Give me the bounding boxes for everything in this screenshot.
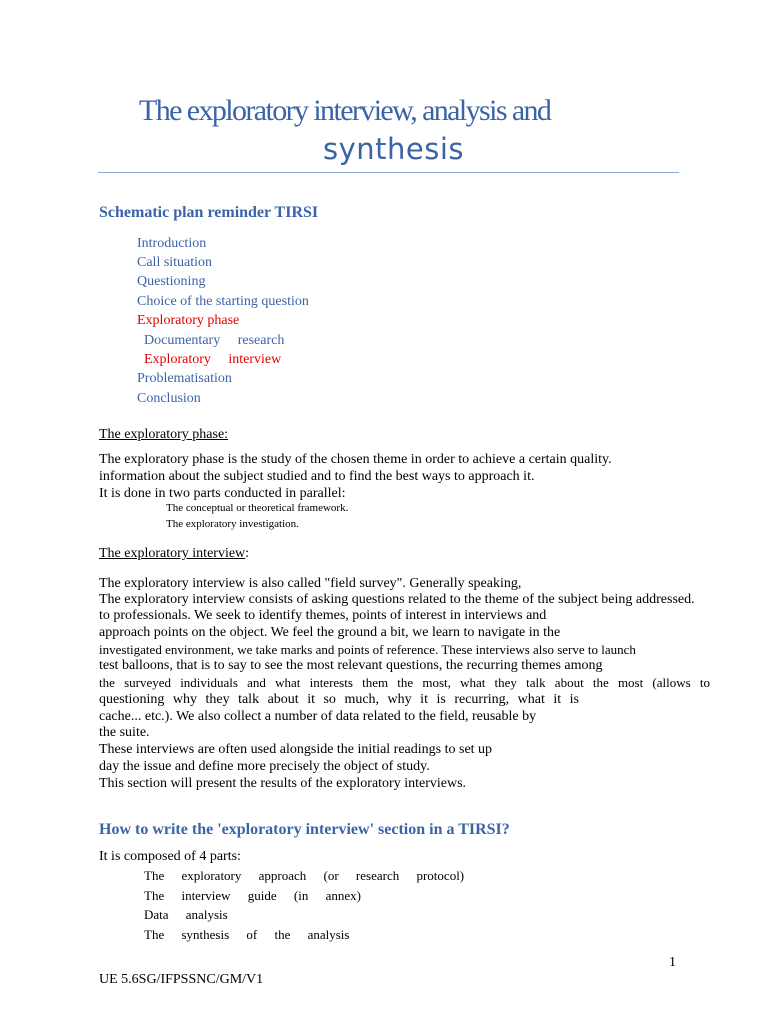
plan-heading: Schematic plan reminder TIRSI xyxy=(99,204,319,221)
paragraph-line: The exploratory interview consists of asking questions related to the theme of the subject being addressed. xyxy=(99,592,695,607)
plan-item: Choice of the starting question xyxy=(137,294,309,309)
paragraph-line: day the issue and define more precisely the object of study. xyxy=(99,759,430,774)
document-title-line2: synthesis xyxy=(323,132,465,166)
plan-item: Introduction xyxy=(137,236,207,251)
phase-bullet: The conceptual or theoretical framework. xyxy=(166,502,349,514)
howto-part: Data analysis xyxy=(144,907,228,922)
paragraph-line: This section will present the results of the exploratory interviews. xyxy=(99,776,467,791)
section-heading-interview: The exploratory interview: xyxy=(99,546,250,561)
howto-heading: How to write the 'exploratory interview' section in a TIRSI? xyxy=(99,821,510,838)
paragraph-line: The exploratory interview is also called "field survey". Generally speaking, xyxy=(99,576,522,591)
paragraph-line-justified: the surveyed individuals and what interests them the most, what they talk about the most (allows to xyxy=(99,675,710,690)
title-divider xyxy=(98,172,679,173)
document-title-line1: The exploratory interview, analysis and xyxy=(139,94,551,127)
page-number: 1 xyxy=(669,955,676,970)
howto-part: The exploratory approach (or research protocol) xyxy=(144,868,465,883)
paragraph-line: It is done in two parts conducted in parallel: xyxy=(99,486,346,501)
plan-sub-item-highlighted: Exploratory interview xyxy=(144,352,282,367)
phase-bullet: The exploratory investigation. xyxy=(166,518,299,530)
section-heading-phase: The exploratory phase: xyxy=(99,427,229,442)
footer-code: UE 5.6SG/IFPSSNC/GM/V1 xyxy=(99,972,264,987)
howto-intro: It is composed of 4 parts: xyxy=(99,849,241,864)
plan-item: Questioning xyxy=(137,274,206,289)
paragraph-line: The exploratory phase is the study of the chosen theme in order to achieve a certain quality. xyxy=(99,452,612,467)
paragraph-line: These interviews are often used alongside the initial readings to set up xyxy=(99,742,493,757)
howto-part: The interview guide (in annex) xyxy=(144,888,361,903)
paragraph-line: information about the subject studied and to find the best ways to approach it. xyxy=(99,469,535,484)
paragraph-line: investigated environment, we take marks and points of reference. These interviews also serve to launch xyxy=(99,642,636,657)
plan-item: Call situation xyxy=(137,255,213,270)
paragraph-line-justified: questioning why they talk about it so much, why it is recurring, what it is xyxy=(99,692,579,707)
plan-item-highlighted: Exploratory phase xyxy=(137,313,240,328)
paragraph-line: the suite. xyxy=(99,725,150,740)
plan-item: Problematisation xyxy=(137,371,232,386)
plan-sub-item: Documentary research xyxy=(144,333,285,348)
paragraph-line: cache... etc.). We also collect a number of data related to the field, reusable by xyxy=(99,709,537,724)
howto-part: The synthesis of the analysis xyxy=(144,927,350,942)
plan-item: Conclusion xyxy=(137,391,201,406)
paragraph-line: to professionals. We seek to identify themes, points of interest in interviews and xyxy=(99,608,547,623)
paragraph-line: approach points on the object. We feel the ground a bit, we learn to navigate in the xyxy=(99,625,561,640)
paragraph-line: test balloons, that is to say to see the most relevant questions, the recurring themes among xyxy=(99,658,603,673)
